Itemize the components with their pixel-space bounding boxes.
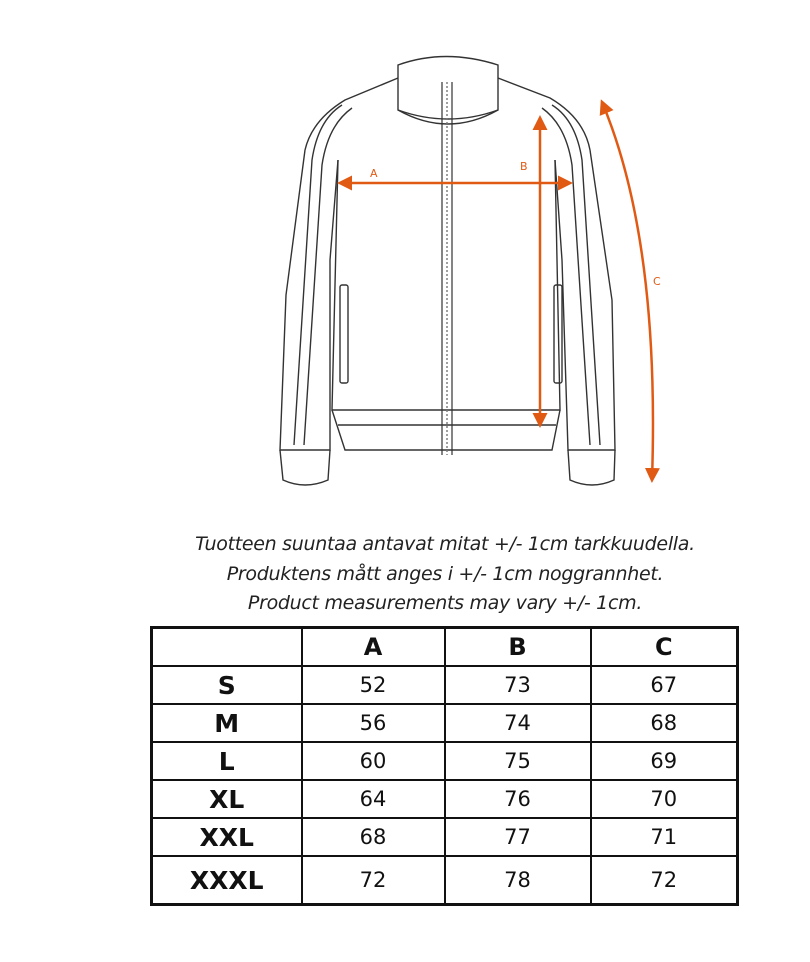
value-cell-b: 77: [445, 818, 591, 856]
table-row: [152, 704, 738, 742]
value-cell-b: 73: [445, 666, 591, 704]
table-row: [152, 666, 738, 704]
value-cell-c: 72: [591, 856, 738, 905]
value-cell-b: 76: [445, 780, 591, 818]
value-cell-a: 64: [302, 780, 445, 818]
value-cell-b: 75: [445, 742, 591, 780]
table-row: [152, 856, 738, 905]
size-cell: XL: [152, 780, 302, 818]
measure-c-arrow: [602, 102, 653, 480]
measure-a-label: A: [370, 167, 378, 180]
size-table: [150, 626, 739, 906]
size-cell: XXXL: [152, 856, 302, 905]
table-row: [152, 818, 738, 856]
value-cell-b: 78: [445, 856, 591, 905]
tolerance-note-en: Product measurements may vary +/- 1cm.: [247, 592, 643, 614]
measure-c-label: C: [653, 275, 661, 288]
jacket-outline: [280, 57, 615, 486]
value-cell-c: 70: [591, 780, 738, 818]
size-cell: L: [152, 742, 302, 780]
value-cell-b: 74: [445, 704, 591, 742]
value-cell-a: 68: [302, 818, 445, 856]
tolerance-note-sv: Produktens mått anges i +/- 1cm noggrannhet.: [226, 563, 664, 585]
value-cell-c: 69: [591, 742, 738, 780]
value-cell-c: 68: [591, 704, 738, 742]
header-cell-a: A: [302, 628, 445, 667]
size-cell: S: [152, 666, 302, 704]
value-cell-c: 71: [591, 818, 738, 856]
value-cell-a: 72: [302, 856, 445, 905]
header-cell-size: [152, 628, 302, 667]
table-header-row: [152, 628, 738, 667]
size-cell: M: [152, 704, 302, 742]
table-row: [152, 780, 738, 818]
value-cell-a: 60: [302, 742, 445, 780]
table-row: [152, 742, 738, 780]
value-cell-c: 67: [591, 666, 738, 704]
size-cell: XXL: [152, 818, 302, 856]
measure-b-label: B: [520, 160, 528, 173]
header-cell-b: B: [445, 628, 591, 667]
header-cell-c: C: [591, 628, 738, 667]
value-cell-a: 52: [302, 666, 445, 704]
tolerance-note-fi: Tuotteen suuntaa antavat mitat +/- 1cm tarkkuudella.: [195, 533, 695, 555]
value-cell-a: 56: [302, 704, 445, 742]
